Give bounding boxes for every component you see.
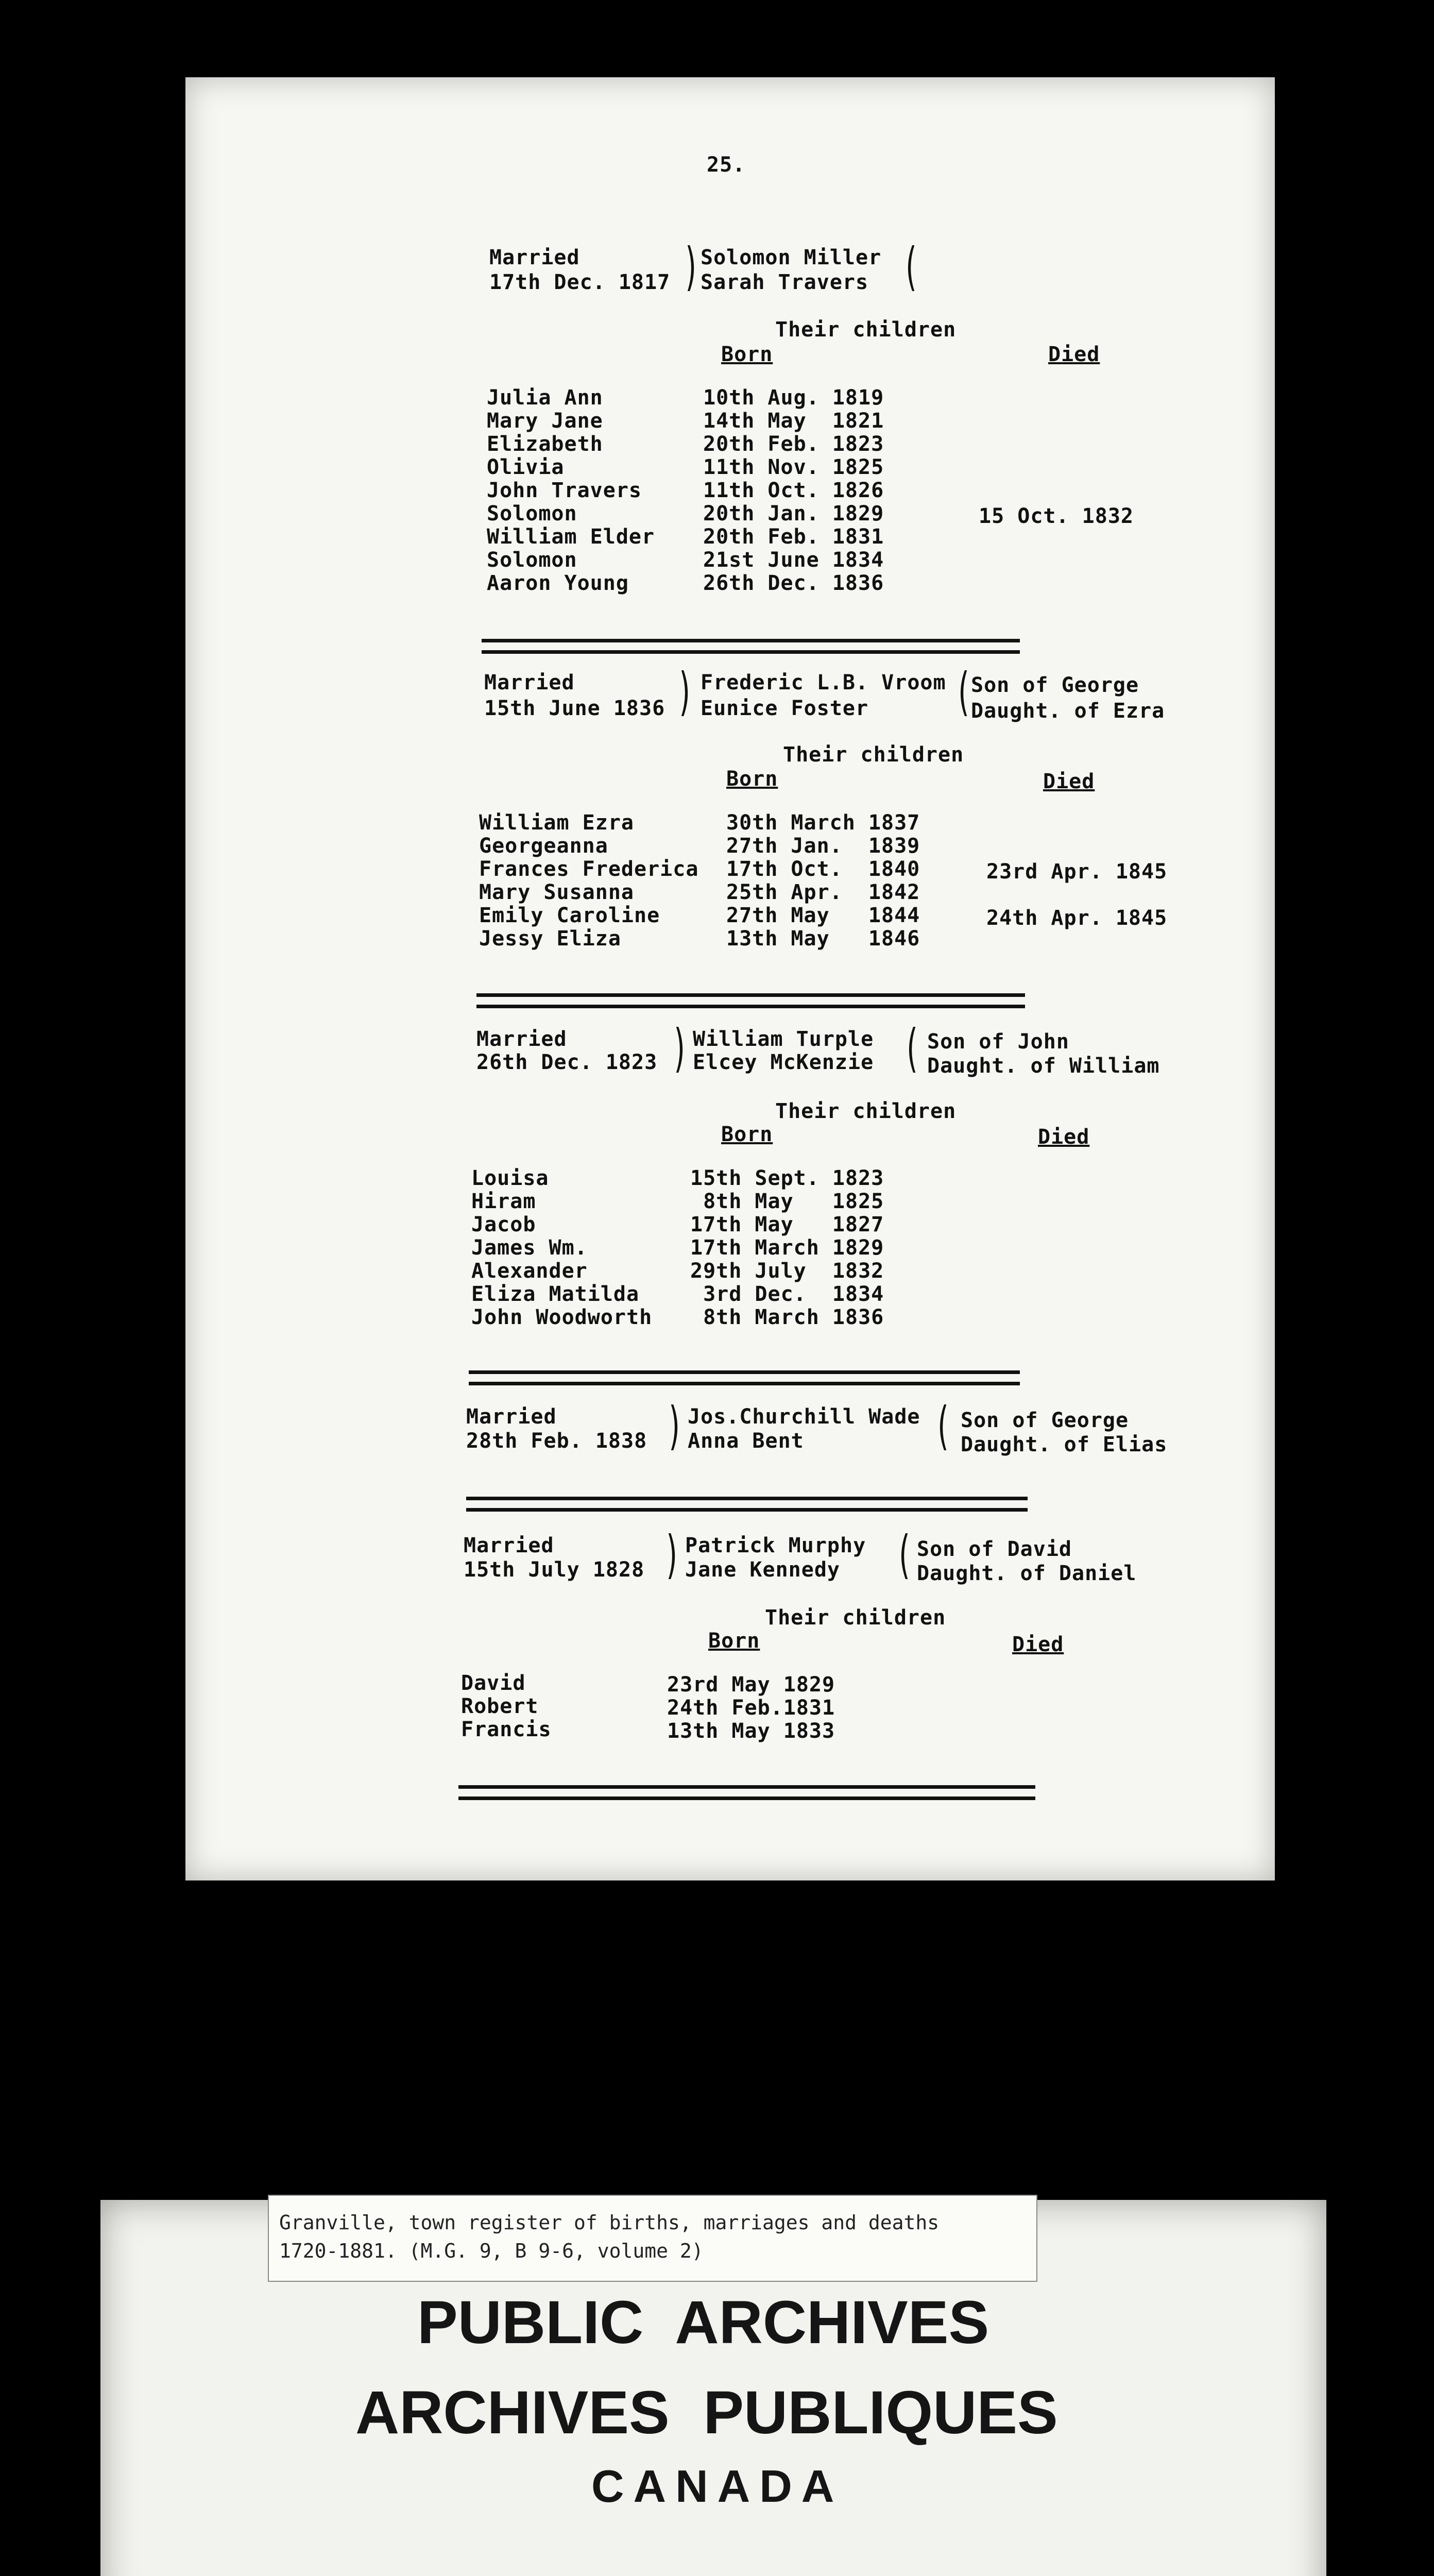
- child-name: Robert: [461, 1694, 539, 1718]
- husband-name: Jos.Churchill Wade: [688, 1405, 920, 1429]
- child-born: 20th Feb. 1831: [703, 525, 884, 549]
- child-name: John Woodworth: [471, 1306, 653, 1329]
- separator-line: [458, 1785, 1035, 1789]
- child-name: John Travers: [487, 479, 642, 502]
- marriage-date: 17th Dec. 1817: [489, 270, 671, 294]
- husband-name: William Turple: [693, 1027, 874, 1051]
- child-born: 30th March 1837: [726, 811, 920, 835]
- married-label: Married: [466, 1405, 557, 1429]
- brace-right: ): [666, 1396, 684, 1456]
- separator-line: [466, 1497, 1028, 1500]
- page-number: 25.: [707, 153, 746, 177]
- husband-name: Solomon Miller: [701, 246, 882, 269]
- child-born: 27th May 1844: [726, 904, 920, 927]
- slip-title-line: Granville, town register of births, marriages and deaths: [279, 2211, 940, 2234]
- child-born: 21st June 1834: [703, 548, 884, 572]
- brace-right: ): [682, 236, 700, 297]
- married-label: Married: [464, 1534, 554, 1557]
- child-born: 24th Feb.1831: [667, 1696, 835, 1720]
- child-born: 20th Jan. 1829: [703, 502, 884, 526]
- child-born: 29th July 1832: [690, 1259, 884, 1283]
- died-header: Died: [1043, 770, 1095, 793]
- born-header: Born: [721, 343, 773, 366]
- husband-name: Frederic L.B. Vroom: [701, 671, 946, 694]
- brace-left: (: [934, 1396, 951, 1456]
- marriage-date: 15th July 1828: [464, 1558, 645, 1582]
- their-children-label: Their children: [765, 1606, 946, 1630]
- catalog-slip: [268, 2195, 1037, 2282]
- child-died: 24th Apr. 1845: [986, 906, 1168, 930]
- child-born: 25th Apr. 1842: [726, 880, 920, 904]
- child-name: Francis: [461, 1718, 552, 1741]
- separator-line: [458, 1797, 1035, 1800]
- their-children-label: Their children: [775, 1099, 957, 1123]
- husband-parent: Son of George: [971, 673, 1139, 697]
- brace-right: ): [671, 1018, 689, 1078]
- wife-parent: Daught. of Daniel: [917, 1562, 1137, 1585]
- child-born: 17th March 1829: [690, 1236, 884, 1260]
- archives-publiques-heading: ARCHIVES PUBLIQUES: [355, 2379, 1058, 2447]
- brace-right: ): [676, 662, 694, 722]
- child-name: Elizabeth: [487, 432, 603, 456]
- wife-name: Anna Bent: [688, 1429, 804, 1453]
- married-label: Married: [484, 671, 575, 694]
- married-label: Married: [476, 1027, 567, 1051]
- child-born: 11th Oct. 1826: [703, 479, 884, 502]
- wife-parent: Daught. of William: [927, 1054, 1160, 1078]
- born-header: Born: [708, 1629, 760, 1653]
- separator-line: [469, 1382, 1020, 1385]
- wife-parent: Daught. of Elias: [961, 1433, 1168, 1456]
- child-born: 3rd Dec. 1834: [690, 1282, 884, 1306]
- child-born: 26th Dec. 1836: [703, 571, 884, 595]
- brace-left: (: [903, 1018, 920, 1078]
- married-label: Married: [489, 246, 580, 269]
- husband-parent: Son of John: [927, 1030, 1069, 1054]
- child-name: Emily Caroline: [479, 904, 660, 927]
- brace-left: (: [954, 662, 972, 722]
- child-name: Alexander: [471, 1259, 588, 1283]
- child-born: 8th May 1825: [690, 1190, 884, 1213]
- marriage-date: 28th Feb. 1838: [466, 1429, 647, 1453]
- their-children-label: Their children: [775, 318, 957, 342]
- died-header: Died: [1038, 1125, 1090, 1149]
- child-name: James Wm.: [471, 1236, 588, 1260]
- child-name: Mary Susanna: [479, 880, 634, 904]
- born-header: Born: [721, 1123, 773, 1146]
- husband-name: Patrick Murphy: [685, 1534, 866, 1557]
- child-born: 27th Jan. 1839: [726, 834, 920, 858]
- child-name: Hiram: [471, 1190, 536, 1213]
- child-born: 17th May 1827: [690, 1213, 884, 1236]
- child-name: Olivia: [487, 455, 565, 479]
- child-name: Aaron Young: [487, 571, 629, 595]
- husband-parent: Son of David: [917, 1537, 1072, 1561]
- child-died: 23rd Apr. 1845: [986, 860, 1168, 884]
- separator-line: [476, 993, 1025, 997]
- child-born: 10th Aug. 1819: [703, 386, 884, 410]
- slip-reference-line: 1720-1881. (M.G. 9, B 9-6, volume 2): [279, 2240, 704, 2262]
- child-name: Eliza Matilda: [471, 1282, 640, 1306]
- wife-name: Elcey McKenzie: [693, 1050, 874, 1074]
- child-name: Solomon: [487, 502, 577, 526]
- child-born: 8th March 1836: [690, 1306, 884, 1329]
- separator-line: [482, 639, 1020, 642]
- died-header: Died: [1012, 1633, 1064, 1656]
- child-name: Julia Ann: [487, 386, 603, 410]
- died-header: Died: [1048, 343, 1100, 366]
- marriage-date: 26th Dec. 1823: [476, 1050, 658, 1074]
- separator-line: [469, 1370, 1020, 1374]
- brace-left: (: [902, 236, 919, 297]
- brace-right: ): [663, 1524, 681, 1585]
- child-name: Louisa: [471, 1166, 549, 1190]
- wife-name: Sarah Travers: [701, 270, 869, 294]
- child-born: 11th Nov. 1825: [703, 455, 884, 479]
- child-died: 15 Oct. 1832: [979, 504, 1134, 528]
- marriage-date: 15th June 1836: [484, 697, 665, 720]
- child-name: William Elder: [487, 525, 655, 549]
- their-children-label: Their children: [783, 743, 964, 767]
- child-name: Mary Jane: [487, 409, 603, 433]
- child-born: 23rd May 1829: [667, 1673, 835, 1697]
- separator-line: [466, 1508, 1028, 1512]
- wife-name: Eunice Foster: [701, 697, 869, 720]
- child-born: 13th May 1846: [726, 927, 920, 951]
- born-header: Born: [726, 767, 778, 791]
- child-name: David: [461, 1671, 526, 1695]
- separator-line: [476, 1005, 1025, 1008]
- child-name: Jessy Eliza: [479, 927, 621, 951]
- child-born: 20th Feb. 1823: [703, 432, 884, 456]
- child-name: William Ezra: [479, 811, 634, 835]
- child-born: 17th Oct. 1840: [726, 857, 920, 881]
- child-born: 13th May 1833: [667, 1719, 835, 1743]
- husband-parent: Son of George: [961, 1409, 1129, 1432]
- child-name: Jacob: [471, 1213, 536, 1236]
- wife-parent: Daught. of Ezra: [971, 699, 1165, 723]
- separator-line: [482, 650, 1020, 654]
- child-name: Solomon: [487, 548, 577, 572]
- child-born: 14th May 1821: [703, 409, 884, 433]
- canada-heading: CANADA: [591, 2461, 844, 2512]
- brace-left: (: [895, 1524, 913, 1585]
- public-archives-heading: PUBLIC ARCHIVES: [417, 2289, 989, 2357]
- child-name: Frances Frederica: [479, 857, 699, 881]
- wife-name: Jane Kennedy: [685, 1558, 840, 1582]
- child-born: 15th Sept. 1823: [690, 1166, 884, 1190]
- child-name: Georgeanna: [479, 834, 608, 858]
